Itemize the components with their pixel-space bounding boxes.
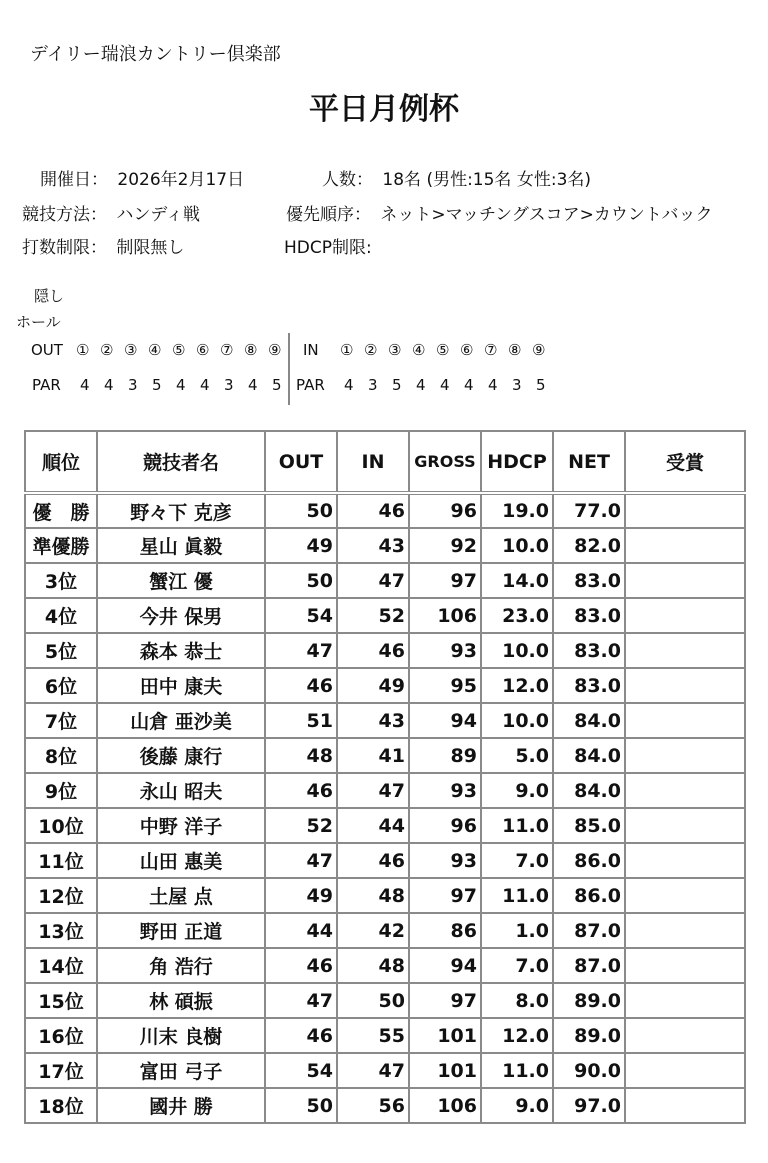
cell-award (625, 668, 745, 703)
out-hole-5: ⑤ (172, 341, 186, 359)
out-par-label: PAR (32, 376, 61, 394)
method-row (22, 200, 200, 225)
table-row (25, 983, 745, 1018)
out-hole-9: ⑨ (268, 341, 282, 359)
priority-label: 優先順序： (286, 205, 371, 225)
cell-gross: 93 (409, 843, 481, 878)
cell-gross: 96 (409, 808, 481, 843)
header-gross: GROSS (409, 431, 481, 493)
out-par-1: 4 (80, 376, 90, 394)
method-value: ハンディ戦 (116, 205, 201, 225)
in-par-label: PAR (296, 376, 325, 394)
in-par-9: 5 (536, 376, 546, 394)
out-par-7: 3 (224, 376, 234, 394)
table-header-row (25, 431, 745, 493)
date-label: 開催日： (40, 170, 108, 190)
cell-rank: 12位 (25, 878, 97, 913)
cell-hdcp: 9.0 (481, 773, 553, 808)
cell-in: 46 (337, 843, 409, 878)
cell-rank: 16位 (25, 1018, 97, 1053)
cell-out: 49 (265, 528, 337, 563)
cell-name: 林 碩振 (97, 983, 265, 1018)
cell-net: 83.0 (553, 563, 625, 598)
cell-hdcp: 12.0 (481, 1018, 553, 1053)
cell-net: 83.0 (553, 633, 625, 668)
cell-out: 47 (265, 633, 337, 668)
table-row (25, 703, 745, 738)
table-row (25, 668, 745, 703)
cell-award (625, 528, 745, 563)
count-value: 18名 (男性:15名 女性:3名) (382, 170, 592, 190)
cell-rank: 15位 (25, 983, 97, 1018)
header-out: OUT (265, 431, 337, 493)
cell-name: 中野 洋子 (97, 808, 265, 843)
cell-hdcp: 9.0 (481, 1088, 553, 1123)
in-hole-8: ⑧ (508, 341, 522, 359)
cell-rank: 3位 (25, 563, 97, 598)
cell-in: 43 (337, 528, 409, 563)
cell-gross: 97 (409, 983, 481, 1018)
limit-value: 制限無し (116, 238, 185, 258)
cell-net: 85.0 (553, 808, 625, 843)
cell-net: 84.0 (553, 703, 625, 738)
cell-hdcp: 10.0 (481, 703, 553, 738)
cell-in: 55 (337, 1018, 409, 1053)
cell-out: 44 (265, 913, 337, 948)
cell-net: 90.0 (553, 1053, 625, 1088)
cell-rank: 14位 (25, 948, 97, 983)
header-net: NET (553, 431, 625, 493)
cell-award (625, 1018, 745, 1053)
hidden-hole-label-2: ホール (16, 313, 61, 331)
cell-in: 43 (337, 703, 409, 738)
in-par-1: 4 (344, 376, 354, 394)
cell-gross: 96 (409, 493, 481, 528)
cell-hdcp: 10.0 (481, 528, 553, 563)
out-par-6: 4 (200, 376, 210, 394)
in-hole-4: ④ (412, 341, 426, 359)
cell-out: 50 (265, 493, 337, 528)
table-row (25, 1018, 745, 1053)
cell-rank: 13位 (25, 913, 97, 948)
cell-rank: 18位 (25, 1088, 97, 1123)
cell-award (625, 878, 745, 913)
cell-name: 野々下 克彦 (97, 493, 265, 528)
cell-in: 56 (337, 1088, 409, 1123)
header-rank: 順位 (25, 431, 97, 493)
out-par-8: 4 (248, 376, 258, 394)
table-row (25, 493, 745, 528)
hole-row (0, 341, 768, 363)
in-hole-6: ⑥ (460, 341, 474, 359)
in-hole-9: ⑨ (532, 341, 546, 359)
cell-rank: 11位 (25, 843, 97, 878)
cell-gross: 93 (409, 773, 481, 808)
cell-rank: 9位 (25, 773, 97, 808)
cell-hdcp: 12.0 (481, 668, 553, 703)
out-par-3: 3 (128, 376, 138, 394)
cell-name: 蟹江 優 (97, 563, 265, 598)
cell-out: 46 (265, 1018, 337, 1053)
cell-out: 50 (265, 563, 337, 598)
cell-award (625, 1053, 745, 1088)
date-value: 2026年2月17日 (117, 170, 245, 190)
cell-name: 川末 良樹 (97, 1018, 265, 1053)
cell-name: 山倉 亜沙美 (97, 703, 265, 738)
page-title: 平日月例杯 (309, 92, 459, 127)
out-hole-2: ② (100, 341, 114, 359)
cell-hdcp: 19.0 (481, 493, 553, 528)
cell-award (625, 983, 745, 1018)
cell-gross: 94 (409, 948, 481, 983)
par-row (0, 376, 768, 398)
hdcp-limit-row (284, 233, 376, 258)
cell-net: 86.0 (553, 843, 625, 878)
cell-hdcp: 14.0 (481, 563, 553, 598)
cell-in: 50 (337, 983, 409, 1018)
cell-gross: 95 (409, 668, 481, 703)
table-row (25, 878, 745, 913)
cell-award (625, 808, 745, 843)
cell-net: 83.0 (553, 598, 625, 633)
cell-gross: 106 (409, 1088, 481, 1123)
cell-out: 52 (265, 808, 337, 843)
priority-value: ネット>マッチングスコア>カウントバック (380, 205, 713, 225)
cell-out: 46 (265, 948, 337, 983)
table-row (25, 633, 745, 668)
results-table (24, 430, 746, 1124)
in-hole-5: ⑤ (436, 341, 450, 359)
in-par-5: 4 (440, 376, 450, 394)
out-par-4: 5 (152, 376, 162, 394)
cell-rank: 10位 (25, 808, 97, 843)
cell-in: 49 (337, 668, 409, 703)
in-par-4: 4 (416, 376, 426, 394)
cell-out: 47 (265, 843, 337, 878)
cell-name: 國井 勝 (97, 1088, 265, 1123)
out-hole-4: ④ (148, 341, 162, 359)
table-row (25, 773, 745, 808)
in-hole-7: ⑦ (484, 341, 498, 359)
cell-award (625, 843, 745, 878)
cell-hdcp: 10.0 (481, 633, 553, 668)
cell-in: 48 (337, 948, 409, 983)
cell-hdcp: 7.0 (481, 843, 553, 878)
cell-hdcp: 7.0 (481, 948, 553, 983)
cell-name: 田中 康夫 (97, 668, 265, 703)
cell-in: 48 (337, 878, 409, 913)
cell-net: 89.0 (553, 983, 625, 1018)
cell-name: 後藤 康行 (97, 738, 265, 773)
cell-gross: 93 (409, 633, 481, 668)
cell-gross: 89 (409, 738, 481, 773)
cell-out: 51 (265, 703, 337, 738)
cell-rank: 7位 (25, 703, 97, 738)
cell-award (625, 633, 745, 668)
cell-in: 42 (337, 913, 409, 948)
cell-rank: 優 勝 (25, 493, 97, 528)
cell-rank: 17位 (25, 1053, 97, 1088)
cell-out: 50 (265, 1088, 337, 1123)
cell-hdcp: 11.0 (481, 808, 553, 843)
cell-hdcp: 8.0 (481, 983, 553, 1018)
table-row (25, 843, 745, 878)
cell-in: 46 (337, 633, 409, 668)
table-row (25, 808, 745, 843)
limit-label: 打数制限： (22, 238, 107, 258)
out-hole-7: ⑦ (220, 341, 234, 359)
cell-name: 土屋 点 (97, 878, 265, 913)
out-hole-8: ⑧ (244, 341, 258, 359)
in-par-3: 5 (392, 376, 402, 394)
cell-out: 46 (265, 668, 337, 703)
cell-in: 47 (337, 563, 409, 598)
count-label: 人数： (322, 170, 373, 190)
table-row (25, 1088, 745, 1123)
cell-rank: 4位 (25, 598, 97, 633)
cell-gross: 101 (409, 1018, 481, 1053)
cell-net: 89.0 (553, 1018, 625, 1053)
cell-name: 永山 昭夫 (97, 773, 265, 808)
in-hole-3: ③ (388, 341, 402, 359)
hidden-hole-label-1: 隠し (34, 287, 65, 305)
header-hdcp: HDCP (481, 431, 553, 493)
cell-in: 44 (337, 808, 409, 843)
out-hole-1: ① (76, 341, 90, 359)
out-par-5: 4 (176, 376, 186, 394)
cell-net: 84.0 (553, 773, 625, 808)
cell-out: 54 (265, 598, 337, 633)
in-par-8: 3 (512, 376, 522, 394)
cell-name: 星山 眞毅 (97, 528, 265, 563)
cell-gross: 101 (409, 1053, 481, 1088)
hdcp-limit-label: HDCP制限: (284, 238, 372, 258)
cell-hdcp: 11.0 (481, 878, 553, 913)
table-row (25, 528, 745, 563)
cell-out: 46 (265, 773, 337, 808)
cell-rank: 6位 (25, 668, 97, 703)
cell-gross: 86 (409, 913, 481, 948)
cell-net: 77.0 (553, 493, 625, 528)
cell-out: 49 (265, 878, 337, 913)
cell-award (625, 1088, 745, 1123)
cell-gross: 97 (409, 878, 481, 913)
method-label: 競技方法： (22, 205, 107, 225)
cell-award (625, 598, 745, 633)
cell-award (625, 703, 745, 738)
count-row (322, 165, 591, 190)
table-row (25, 948, 745, 983)
cell-out: 48 (265, 738, 337, 773)
cell-gross: 97 (409, 563, 481, 598)
cell-award (625, 738, 745, 773)
in-par-6: 4 (464, 376, 474, 394)
cell-net: 87.0 (553, 913, 625, 948)
cell-net: 86.0 (553, 878, 625, 913)
cell-in: 52 (337, 598, 409, 633)
cell-award (625, 773, 745, 808)
cell-hdcp: 1.0 (481, 913, 553, 948)
header-name: 競技者名 (97, 431, 265, 493)
cell-out: 54 (265, 1053, 337, 1088)
cell-in: 47 (337, 1053, 409, 1088)
priority-row (286, 200, 713, 225)
cell-net: 83.0 (553, 668, 625, 703)
cell-net: 82.0 (553, 528, 625, 563)
cell-net: 87.0 (553, 948, 625, 983)
cell-in: 41 (337, 738, 409, 773)
cell-award (625, 913, 745, 948)
out-par-9: 5 (272, 376, 282, 394)
club-name: デイリー瑞浪カントリー倶楽部 (30, 44, 281, 65)
cell-gross: 92 (409, 528, 481, 563)
cell-hdcp: 5.0 (481, 738, 553, 773)
cell-name: 森本 恭士 (97, 633, 265, 668)
table-row (25, 738, 745, 773)
cell-hdcp: 23.0 (481, 598, 553, 633)
in-hole-2: ② (364, 341, 378, 359)
in-label: IN (303, 341, 319, 359)
out-par-2: 4 (104, 376, 114, 394)
limit-row (22, 233, 184, 258)
cell-award (625, 948, 745, 983)
header-in: IN (337, 431, 409, 493)
in-par-7: 4 (488, 376, 498, 394)
cell-name: 今井 保男 (97, 598, 265, 633)
cell-net: 97.0 (553, 1088, 625, 1123)
cell-rank: 準優勝 (25, 528, 97, 563)
cell-name: 山田 惠美 (97, 843, 265, 878)
cell-gross: 94 (409, 703, 481, 738)
table-row (25, 563, 745, 598)
cell-name: 野田 正道 (97, 913, 265, 948)
cell-name: 富田 弓子 (97, 1053, 265, 1088)
table-row (25, 598, 745, 633)
cell-in: 46 (337, 493, 409, 528)
out-label: OUT (31, 341, 63, 359)
cell-hdcp: 11.0 (481, 1053, 553, 1088)
cell-rank: 5位 (25, 633, 97, 668)
out-hole-6: ⑥ (196, 341, 210, 359)
cell-gross: 106 (409, 598, 481, 633)
cell-rank: 8位 (25, 738, 97, 773)
out-hole-3: ③ (124, 341, 138, 359)
cell-net: 84.0 (553, 738, 625, 773)
cell-out: 47 (265, 983, 337, 1018)
cell-award (625, 493, 745, 528)
in-par-2: 3 (368, 376, 378, 394)
cell-award (625, 563, 745, 598)
cell-name: 角 浩行 (97, 948, 265, 983)
in-hole-1: ① (340, 341, 354, 359)
cell-in: 47 (337, 773, 409, 808)
header-award: 受賞 (625, 431, 745, 493)
date-row (40, 165, 244, 190)
table-row (25, 913, 745, 948)
out-in-divider (288, 333, 290, 405)
table-row (25, 1053, 745, 1088)
